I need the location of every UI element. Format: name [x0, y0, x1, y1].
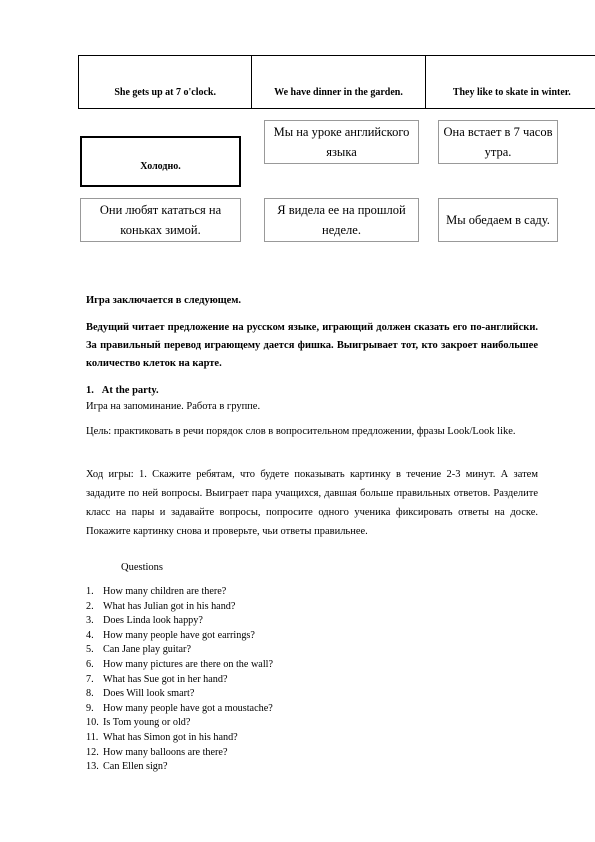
card-on-lesson	[264, 120, 419, 164]
table-cell-text: They like to skate in winter.	[452, 86, 571, 98]
list-item: 8. Does Will look smart?	[86, 688, 195, 700]
list-item: 13. Can Ellen sign?	[86, 761, 168, 773]
section-number: 1.	[86, 385, 94, 396]
card-text: Мы обедаем в саду.	[446, 213, 550, 227]
list-item: 10. Is Tom young or old?	[86, 717, 191, 729]
section-title: At the party.	[101, 385, 159, 396]
list-item: 3. Does Linda look happy?	[86, 615, 203, 627]
list-item: 7. What has Sue got in her hand?	[86, 673, 228, 685]
card-text: Они любят кататься на коньках зимой.	[99, 203, 222, 237]
list-item: 9. How many people have got a moustache?	[86, 702, 273, 714]
game-intro: Игра заключается в следующем.	[86, 295, 242, 306]
questions-heading: Questions	[121, 562, 163, 573]
table-cell	[79, 56, 252, 108]
card-saw-her	[264, 198, 419, 242]
list-item: 6. How many pictures are there on the wall?	[86, 658, 274, 670]
section-subtitle: Игра на запоминание. Работа в группе.	[86, 401, 261, 412]
game-rules: Ведущий читает предложение на русском языке, играющий должен сказать его по-английски. За правильный перевод играющему дается фишка. Выигрывает тот, кто закроет наибольшее количество клеток на карте.	[86, 322, 538, 369]
table-cell	[252, 56, 425, 108]
list-item: 11. What has Simon got in his hand?	[86, 731, 238, 743]
list-item: 4. How many people have got earrings?	[86, 629, 255, 641]
goal-paragraph: Цель: практиковать в речи порядок слов в вопросительном предложении, фразы Look/Look like.	[86, 426, 516, 437]
card-skating	[80, 198, 241, 242]
sentence-table	[78, 55, 595, 109]
table-cell	[426, 56, 595, 108]
list-item: 1. How many children are there?	[86, 586, 227, 597]
card-cold	[80, 136, 241, 187]
card-text: Я видела ее на прошлой неделе.	[277, 203, 406, 237]
table-cell-text: We have dinner in the garden.	[274, 86, 403, 98]
procedure-paragraph: Ход игры: 1. Скажите ребятам, что будете показывать картинку в течение 2-3 минут. А затем зададите по ней вопросы. Выиграет пара учащихся, давшая больше правильных ответов. Разделите класс на пары и задавайте вопросы, попросите одного ученика фиксировать ответы на доске. Покажите картинку снова и проверьте, чьи ответы правильнее.	[86, 469, 538, 537]
card-dinner	[438, 198, 558, 242]
card-text: Она встает в 7 часов утра.	[443, 125, 553, 159]
questions-list	[86, 585, 526, 775]
card-gets-up	[438, 120, 558, 164]
list-item: 5. Can Jane play guitar?	[86, 644, 191, 656]
list-item: 2. What has Julian got in his hand?	[86, 600, 236, 612]
card-text: Холодно.	[140, 161, 181, 172]
list-item: 12. How many balloons are there?	[86, 746, 228, 758]
card-text: Мы на уроке английского языка	[273, 125, 410, 159]
table-cell-text: She gets up at 7 o'clock.	[114, 86, 216, 98]
